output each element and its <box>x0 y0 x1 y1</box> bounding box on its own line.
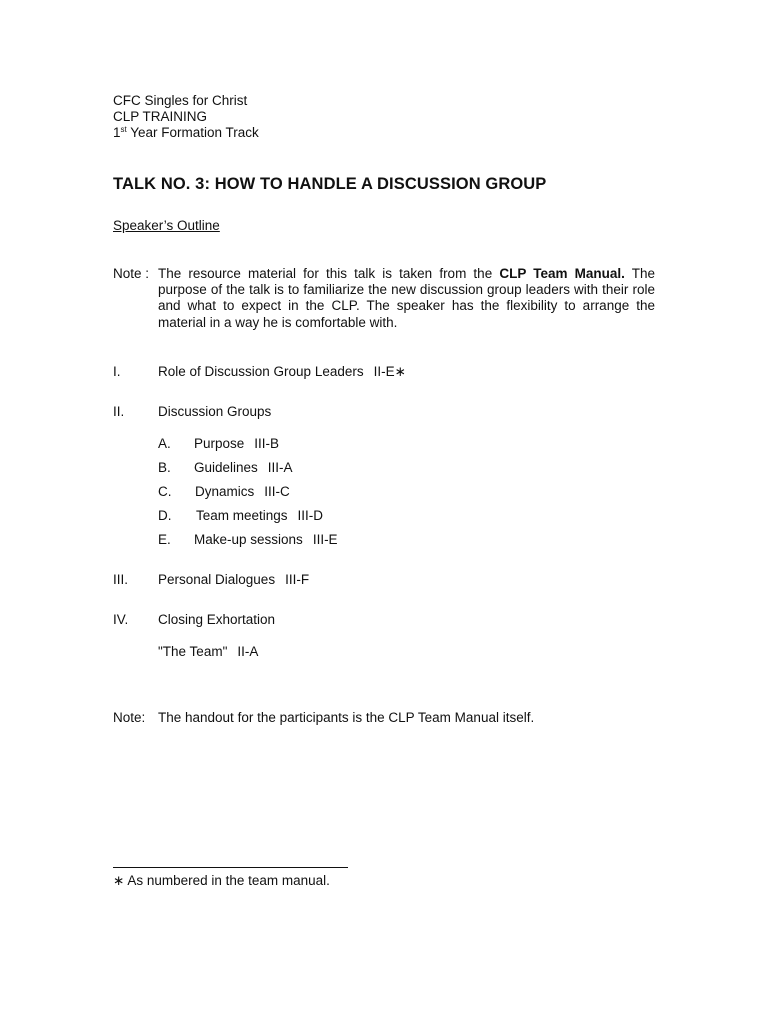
outline-item-4-label: Closing Exhortation <box>158 612 276 627</box>
sub-item-a-ref: III-B <box>254 436 280 451</box>
sub-item-e-ref: III-E <box>312 532 338 547</box>
note2-text: The handout for the participants is the CLP Team Manual itself. <box>158 710 535 725</box>
sub-item-c-letter: C. <box>158 484 172 499</box>
sub-item-e <box>194 532 338 548</box>
note-text-before: The resource material for this talk is taken from the <box>158 266 500 281</box>
speakers-outline-heading: Speaker’s Outline <box>113 218 220 233</box>
talk-title: TALK NO. 3: HOW TO HANDLE A DISCUSSION GROUP <box>113 175 547 193</box>
outline-item-1 <box>158 364 406 380</box>
header-track-text: Year Formation Track <box>126 125 259 140</box>
outline-item-3-ref: III-F <box>285 572 310 587</box>
sub-item-a-letter: A. <box>158 436 171 451</box>
header-track-superscript: st <box>120 125 127 134</box>
outline-item-4-sub-ref: II-A <box>237 644 259 659</box>
outline-item-1-number: I. <box>113 364 121 379</box>
outline-item-3-label: Personal Dialogues <box>158 572 276 587</box>
sub-item-d <box>196 508 323 524</box>
note-body <box>158 266 655 331</box>
outline-item-3 <box>158 572 309 588</box>
outline-item-4-number: IV. <box>113 612 129 627</box>
outline-item-2-number: II. <box>113 404 125 419</box>
sub-item-d-label: Team meetings <box>196 508 288 523</box>
sub-item-e-label: Make-up sessions <box>194 532 303 547</box>
sub-item-a-label: Purpose <box>194 436 245 451</box>
header-track <box>113 125 259 141</box>
sub-item-c <box>195 484 290 500</box>
sub-item-a <box>194 436 279 452</box>
sub-item-d-letter: D. <box>158 508 172 523</box>
header-track-number: 1 <box>113 125 121 140</box>
sub-item-b-letter: B. <box>158 460 171 475</box>
outline-item-3-number: III. <box>113 572 129 587</box>
note-text-after: The purpose of the talk is to familiarize the new discussion group leaders with their role and what to expect in the CLP. The speaker has the flexibility to arrange the material in a way he is comfortable with. <box>158 266 655 330</box>
outline-item-2-label: Discussion Groups <box>158 404 272 419</box>
header-organization: CFC Singles for Christ <box>113 93 248 108</box>
footnote-separator <box>113 867 348 868</box>
sub-item-c-label: Dynamics <box>195 484 255 499</box>
note2-label: Note: <box>113 710 146 725</box>
note-text-bold: CLP Team Manual. <box>499 266 625 281</box>
sub-item-b <box>194 460 293 476</box>
outline-item-1-label: Role of Discussion Group Leaders <box>158 364 364 379</box>
sub-item-c-ref: III-C <box>264 484 290 499</box>
footnote-text: ∗ As numbered in the team manual. <box>113 873 330 888</box>
outline-item-1-ref: II-E∗ <box>373 364 406 379</box>
sub-item-d-ref: III-D <box>297 508 324 523</box>
sub-item-b-label: Guidelines <box>194 460 258 475</box>
sub-item-e-letter: E. <box>158 532 171 547</box>
note-label: Note : <box>113 266 150 281</box>
sub-item-b-ref: III-A <box>267 460 293 475</box>
document-header <box>113 93 259 141</box>
header-program: CLP TRAINING <box>113 109 208 124</box>
outline-item-4-sub <box>158 644 258 660</box>
outline-item-4-sub-label: "The Team" <box>158 644 228 659</box>
